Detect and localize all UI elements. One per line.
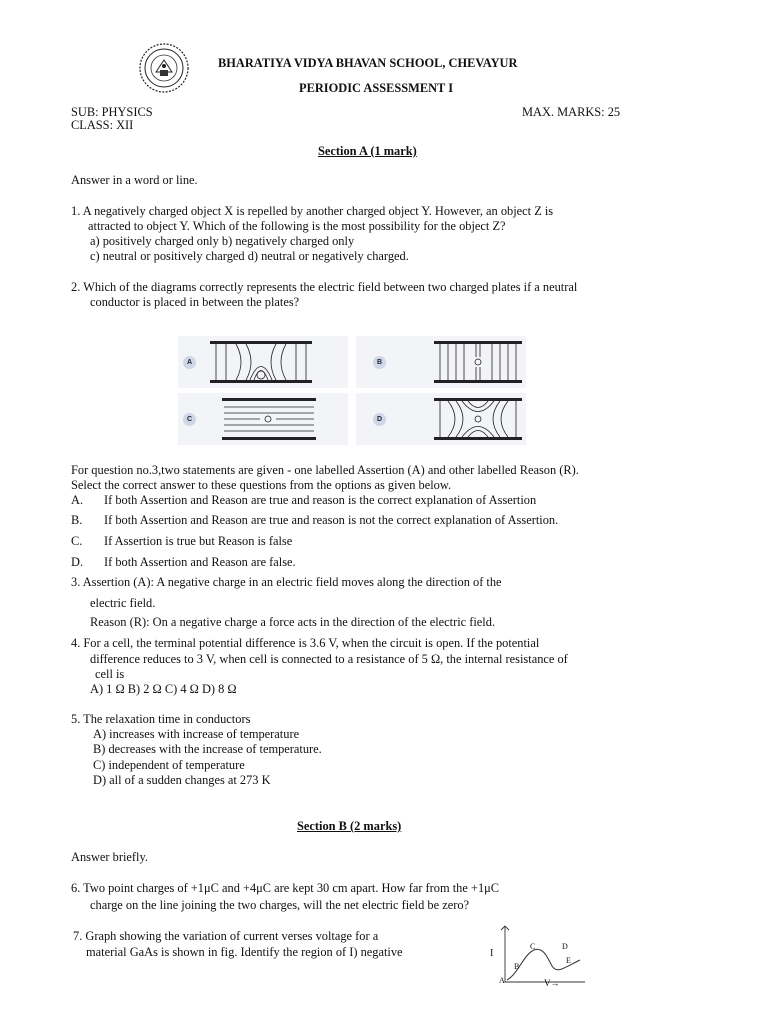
ar-option-letter: C. [71, 534, 83, 548]
diagram-b-panel [356, 336, 526, 388]
diagram-d-panel [356, 393, 526, 445]
section-a-title: Section A (1 mark) [318, 144, 417, 158]
q5-option: B) decreases with the increase of temperature. [93, 742, 322, 756]
diagram-a-panel [178, 336, 348, 388]
section-a-instruction: Answer in a word or line. [71, 173, 198, 187]
diagram-c-field-lines [220, 396, 318, 442]
subject-label: SUB: PHYSICS [71, 105, 153, 119]
q3-line2: electric field. [90, 596, 156, 610]
ar-option-letter: B. [71, 513, 83, 527]
diagram-d-label: D [373, 413, 386, 426]
class-label: CLASS: XII [71, 118, 134, 132]
graph-point-c: C [530, 942, 536, 951]
q3-line3: Reason (R): On a negative charge a force acts in the direction of the electric field. [90, 615, 496, 629]
section-b-instruction: Answer briefly. [71, 850, 148, 864]
gaas-iv-curve [490, 924, 600, 1024]
q7-line1: 7. Graph showing the variation of current verses voltage for a [73, 929, 379, 943]
section-b-title: Section B (2 marks) [297, 819, 402, 833]
q4-line3: cell is [95, 667, 125, 681]
ar-intro-line2: Select the correct answer to these questions from the options as given below. [71, 478, 452, 492]
q2-line2: conductor is placed in between the plates? [90, 295, 300, 309]
q6-line2: charge on the line joining the two charges, will the net electric field be zero? [90, 898, 470, 912]
q4-line1: 4. For a cell, the terminal potential difference is 3.6 V, when the circuit is open. If the potential [71, 636, 540, 650]
field-diagrams-figure [178, 333, 526, 445]
graph-point-d: D [562, 942, 568, 951]
q7-line2: material GaAs is shown in fig. Identify the region of I) negative [86, 945, 403, 959]
graph-point-b: B [514, 962, 520, 971]
graph-point-a: A [499, 976, 505, 985]
q5-line1: 5. The relaxation time in conductors [71, 712, 251, 726]
q5-option: D) all of a sudden changes at 273 K [93, 773, 271, 787]
diagram-c-panel [178, 393, 348, 445]
diagram-b-field-lines [432, 339, 524, 385]
graph-point-e: E [566, 956, 571, 965]
q1-options-1: a) positively charged only b) negatively charged only [90, 234, 355, 248]
q6-line1: 6. Two point charges of +1μC and +4μC are kept 30 cm apart. How far from the +1μC [71, 881, 500, 895]
graph-current-axis-label: I [490, 948, 494, 959]
ar-intro-line1: For question no.3,two statements are given - one labelled Assertion (A) and other labelled Reason (R). [71, 463, 579, 477]
q1-line1: 1. A negatively charged object X is repelled by another charged object Y. However, an object Z is [71, 204, 554, 218]
ar-option-text: If both Assertion and Reason are false. [104, 555, 296, 569]
ar-option-text: If both Assertion and Reason are true and reason is the correct explanation of Assertion [104, 493, 537, 507]
q5-option: A) increases with increase of temperature [93, 727, 300, 741]
ar-option-letter: A. [71, 493, 84, 507]
graph-voltage-axis-label: V→ [544, 978, 560, 988]
q2-line1: 2. Which of the diagrams correctly represents the electric field between two charged plates if a neutral [71, 280, 578, 294]
q3-line1: 3. Assertion (A): A negative charge in an electric field moves along the direction of the [71, 575, 502, 589]
q1-line2: attracted to object Y. Which of the following is the most possibility for the object Z? [88, 219, 506, 233]
diagram-a-field-lines [206, 339, 316, 385]
ar-option-text: If both Assertion and Reason are true and reason is not the correct explanation of Assertion. [104, 513, 559, 527]
q4-options: A) 1 Ω B) 2 Ω C) 4 Ω D) 8 Ω [90, 682, 237, 696]
diagram-b-label: B [373, 356, 386, 369]
q5-option: C) independent of temperature [93, 758, 245, 772]
exam-title: PERIODIC ASSESSMENT I [299, 81, 454, 95]
diagram-c-label: C [183, 413, 196, 426]
school-logo-emblem [138, 42, 190, 94]
max-marks-label: MAX. MARKS: 25 [522, 105, 621, 119]
school-name: BHARATIYA VIDYA BHAVAN SCHOOL, CHEVAYUR [218, 56, 518, 70]
q4-line2: difference reduces to 3 V, when cell is connected to a resistance of 5 Ω, the internal resistance of [90, 652, 568, 666]
diagram-d-field-lines [432, 396, 524, 442]
ar-option-letter: D. [71, 555, 84, 569]
ar-option-text: If Assertion is true but Reason is false [104, 534, 293, 548]
gaas-iv-graph [490, 924, 600, 1024]
q1-options-2: c) neutral or positively charged d) neutral or negatively charged. [90, 249, 409, 263]
diagram-a-label: A [183, 356, 196, 369]
